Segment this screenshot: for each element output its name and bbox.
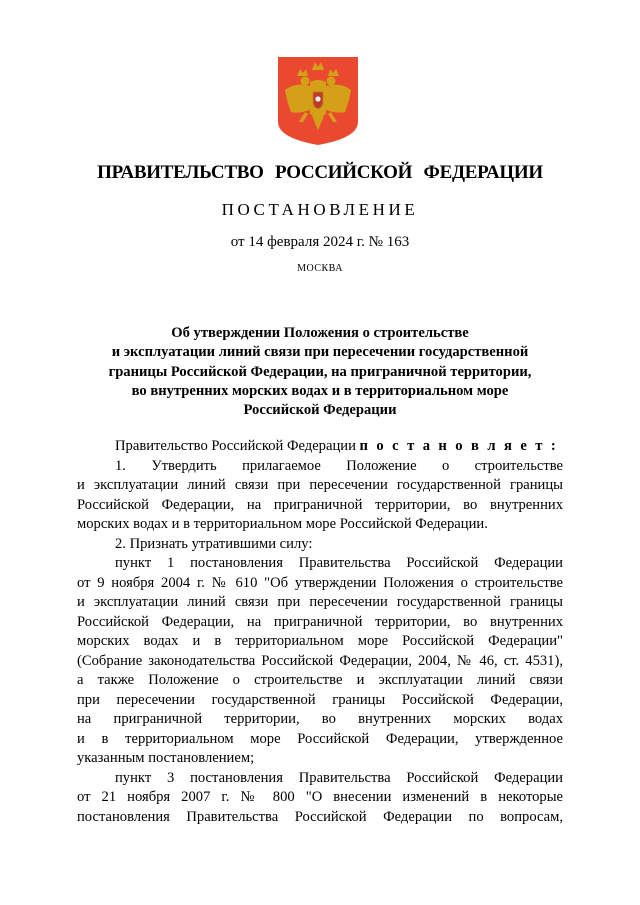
body-line: 2. Признать утратившими силу: xyxy=(115,535,313,552)
body-line: от 9 ноября 2004 г. № 610 "Об утверждении Положения о строительстве xyxy=(77,574,563,591)
body-line: морских водах и в территориальном море Российской Федерации. xyxy=(77,516,488,532)
body-line: пункт 3 постановления Правительства Российской Федерации xyxy=(115,769,563,786)
title-line: границы Российской Федерации, на приграничной территории, xyxy=(108,363,532,380)
body-line: при пересечении государственной границы Российской Федерации, xyxy=(77,691,563,708)
title-line: Российской Федерации xyxy=(243,402,397,419)
body-line: пункт 1 постановления Правительства Российской Федерации xyxy=(115,555,563,571)
body-line: и эксплуатации линий связи при пересечении государственной границы xyxy=(77,594,563,610)
body-line: и в территориальном море Российской Федерации, утвержденное xyxy=(77,730,563,747)
preamble-verb: п о с т а н о в л я е т : xyxy=(359,438,559,454)
document-date-number: от 14 февраля 2024 г. № 163 xyxy=(230,234,410,250)
document-body xyxy=(77,437,563,827)
body-line: 1. Утвердить прилагаемое Положение о строительстве xyxy=(115,457,563,474)
body-line: на приграничной территории, во внутренних морских водах xyxy=(77,711,563,727)
organization-name: ПРАВИТЕЛЬСТВО РОССИЙСКОЙ ФЕДЕРАЦИИ xyxy=(97,162,543,183)
body-line: постановления Правительства Российской Федерации по вопросам, xyxy=(77,808,563,825)
body-line: Российской Федерации, на приграничной территории, во внутренних xyxy=(77,613,563,630)
coat-of-arms-icon xyxy=(277,56,359,146)
document-title xyxy=(70,324,570,420)
title-line: Об утверждении Положения о строительстве xyxy=(171,325,469,341)
city-name: МОСКВА xyxy=(297,263,343,274)
body-line: морских водах и в территориальном море Российской Федерации" xyxy=(77,633,563,649)
preamble-text: Правительство Российской Федерации xyxy=(115,438,356,454)
body-line: (Собрание законодательства Российской Федерации, 2004, № 46, ст. 4531), xyxy=(77,652,563,669)
preamble xyxy=(77,437,563,457)
body-line: указанным постановлением; xyxy=(77,750,255,766)
document-type: ПОСТАНОВЛЕНИЕ xyxy=(221,200,419,219)
body-line: от 21 ноября 2007 г. № 800 "О внесении изменений в некоторые xyxy=(77,789,563,805)
title-line: во внутренних морских водах и в территориальном море xyxy=(131,382,509,399)
body-line: а также Положение о строительстве и эксплуатации линий связи xyxy=(77,672,563,688)
body-line: Российской Федерации, на приграничной территории, во внутренних xyxy=(77,496,563,513)
body-line: и эксплуатации линий связи при пересечении государственной границы xyxy=(77,477,563,493)
title-line: и эксплуатации линий связи при пересечении государственной xyxy=(111,344,529,361)
